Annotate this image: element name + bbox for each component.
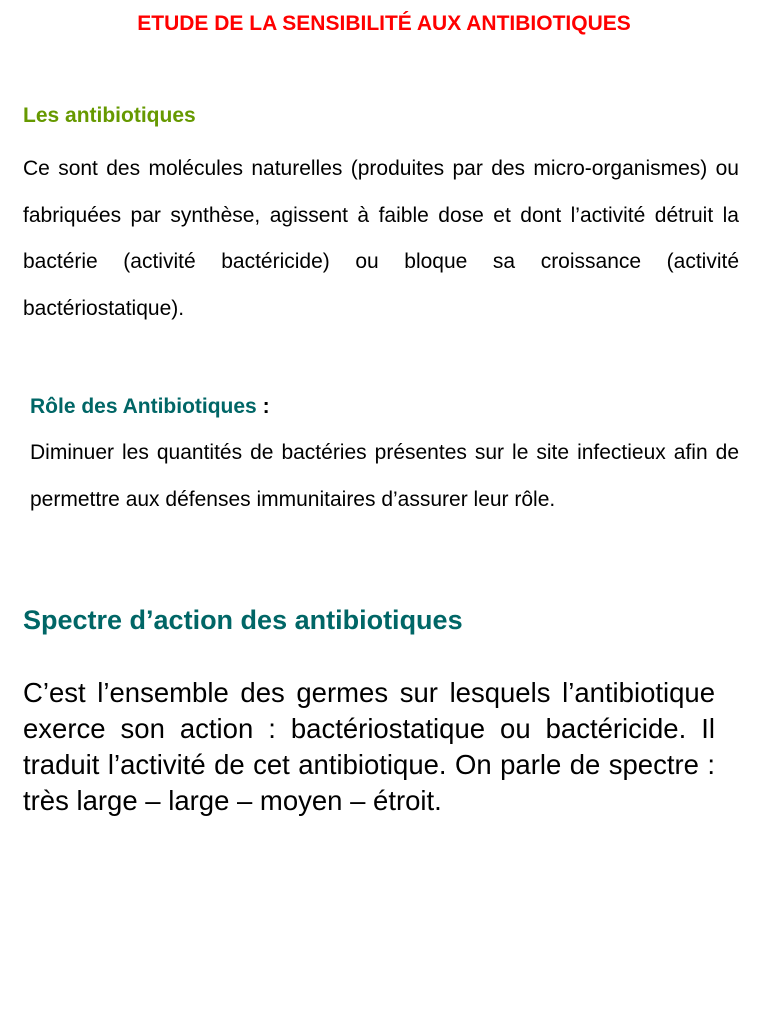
section-text-antibiotiques: Ce sont des molécules naturelles (produites par des micro-organismes) ou fabriquées par synthèse, agissent à faible dose et dont l’activité détruit la bactérie (activité bactéricide) ou bloque sa croissance (activité bactériostatique). <box>23 157 739 320</box>
section-heading-role <box>30 392 270 422</box>
section-heading-antibiotiques: Les antibiotiques <box>23 104 196 127</box>
role-heading-colon: : <box>256 395 270 418</box>
page-title: ETUDE DE LA SENSIBILITÉ AUX ANTIBIOTIQUES <box>137 12 631 35</box>
section-heading-spectre: Spectre d’action des antibiotiques <box>23 605 463 635</box>
section-text-role: Diminuer les quantités de bactéries présentes sur le site infectieux afin de permettre aux défenses immunitaires d’assurer leur rôle. <box>30 441 739 511</box>
section-text-spectre: C’est l’ensemble des germes sur lesquels l’antibiotique exerce son action : bactériostatique ou bactéricide. Il traduit l’activité de cet antibiotique. On parle de spectre : très large – large – moyen – étroit. <box>23 677 715 816</box>
role-heading-label: Rôle des Antibiotiques <box>30 395 257 418</box>
